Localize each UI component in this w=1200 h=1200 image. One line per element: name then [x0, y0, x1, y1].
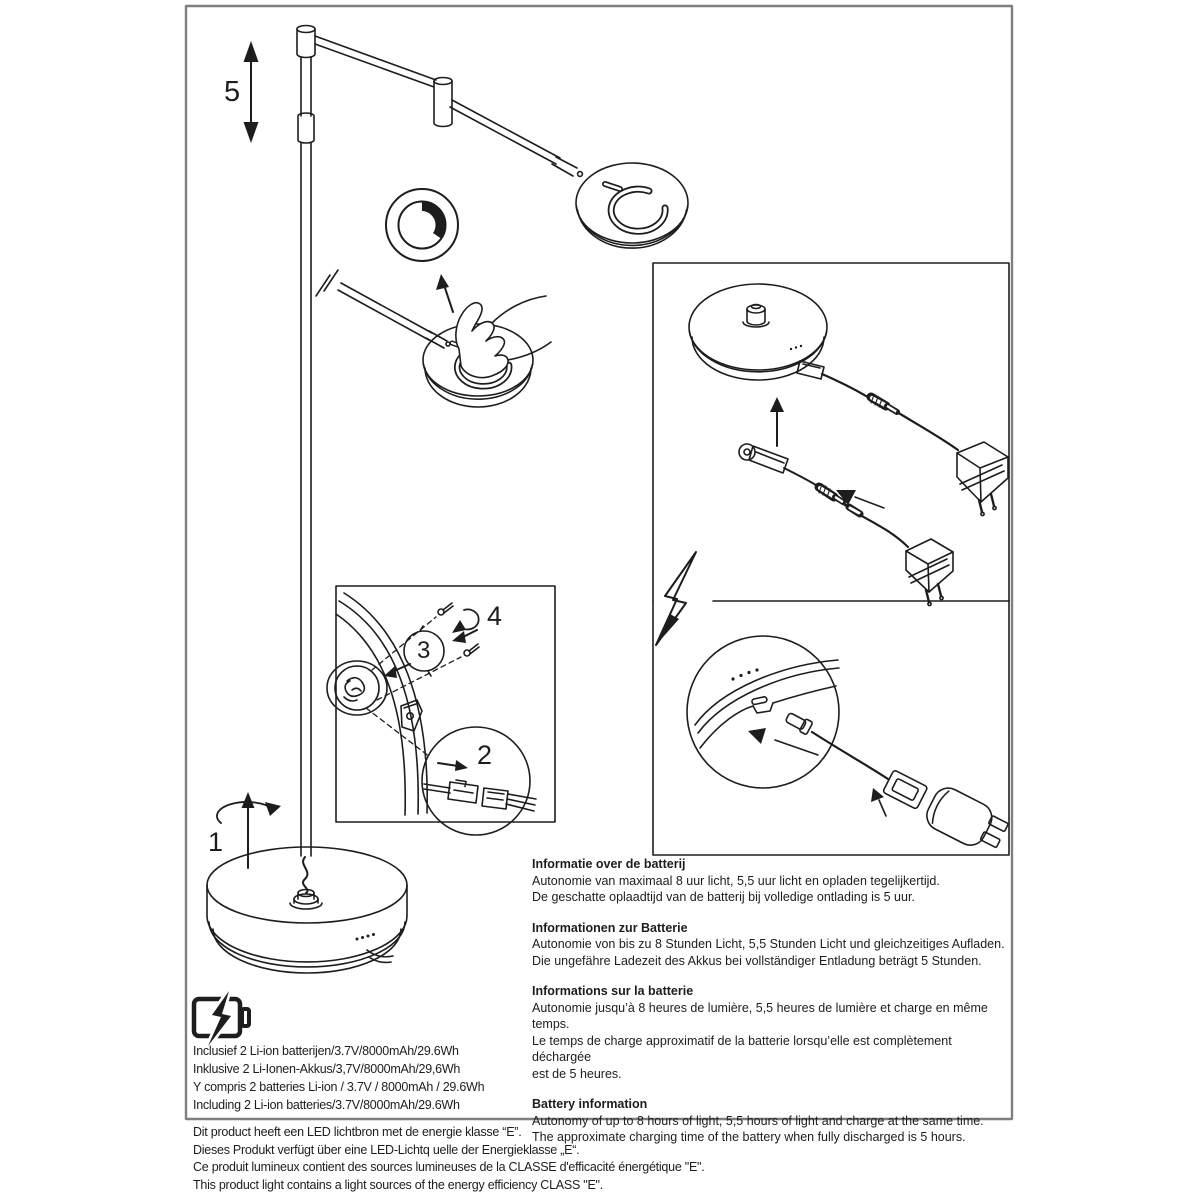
callout-rotate-base: 1	[208, 827, 224, 857]
charging-cable	[822, 374, 958, 450]
section-line: De geschatte oplaadtijd van de batterij bij volledige ontlading is 5 uur.	[532, 890, 915, 904]
usb-port-magnifier	[687, 636, 839, 788]
floor-lamp-illustration	[207, 26, 688, 974]
battery-compartment-box	[327, 586, 555, 835]
rotate-base-arrow	[217, 792, 281, 868]
battery-spec-line: Inclusief 2 Li-ion batterijen/3.7V/8000mAh/29.6Wh	[193, 1044, 459, 1058]
section-line: est de 5 heures.	[532, 1066, 622, 1081]
base-led-dots	[356, 933, 376, 941]
section-line: Autonomie von bis zu 8 Stunden Licht, 5,5 Stunden Licht und gleichzeitiges Aufladen.	[532, 937, 1005, 951]
lamp-base	[207, 847, 407, 973]
callout-height-adjust: 5	[224, 76, 241, 108]
energy-note-line: This product light contains a light sources of the energy efficiency CLASS "E".	[193, 1177, 603, 1192]
section-line: Autonomy of up to 8 hours of light, 5,5 hours of light and charge at the same time.	[532, 1113, 984, 1128]
touch-control-detail	[316, 270, 551, 407]
lamp-head	[576, 163, 688, 248]
unscrew-rotation-icon	[452, 609, 479, 633]
callout-battery-cover: 3	[417, 637, 431, 664]
section-line: Die ungefähre Ladezeit des Akkus bei vollständiger Entladung beträgt 5 Stunden.	[532, 953, 982, 968]
section-line: Autonomie van maximaal 8 uur licht, 5,5 uur licht en opladen tegelijkertijd.	[532, 873, 940, 888]
ring-terminal-cable	[739, 444, 843, 502]
plug-insert-arrow	[836, 490, 884, 508]
energy-note-line: Dieses Produkt verfügt über eine LED-Lichtq uelle der Energieklasse „E“.	[193, 1142, 580, 1157]
usb-charging-box	[653, 601, 1011, 858]
usb-wall-adapter	[922, 783, 1011, 858]
battery-info-block	[532, 856, 1012, 1160]
battery-info-section-fr	[532, 983, 1012, 1082]
charge-led-dots	[731, 668, 758, 680]
energy-note-line: Dit product heeft een LED lichtbron met de energie klasse “E”.	[193, 1125, 522, 1139]
battery-info-section-nl	[532, 856, 1012, 906]
charging-base	[689, 284, 827, 380]
power-adapter-top	[957, 442, 1008, 516]
touch-arrow	[436, 274, 453, 312]
lightning-bolt-icon	[656, 552, 696, 645]
height-adjust-arrow	[244, 41, 259, 143]
charging-box	[653, 263, 1009, 645]
energy-note-line: Ce produit lumineux contient des sources lumineuses de la CLASSE d'efficacité énergétique "E".	[193, 1160, 705, 1174]
callout-wire-connector: 2	[477, 740, 493, 770]
section-title: Informationen zur Batterie	[532, 920, 688, 935]
usb-c-port	[752, 696, 768, 704]
section-title: Informatie over de batterij	[532, 857, 686, 871]
battery-spec-line: Inklusive 2 Li-Ionen-Akkus/3,7V/8000mAh/29,6Wh	[193, 1062, 461, 1076]
power-adapter-bottom	[906, 539, 953, 606]
usb-c-cable	[784, 711, 928, 810]
pointing-hand	[456, 296, 551, 378]
section-line: Autonomie jusqu’à 8 heures de lumière, 5,5 heures de lumière et charge en même temps.	[532, 1000, 988, 1031]
section-title: Informations sur la batterie	[532, 984, 694, 998]
dimmer-icon	[386, 189, 458, 261]
section-line: Le temps de charge approximatif de la batterie lorsqu’elle est complètement déchargée	[532, 1033, 952, 1064]
energy-class-notes	[193, 1124, 704, 1194]
dc-plug	[844, 504, 908, 547]
battery-specs-block	[193, 1042, 484, 1114]
lamp-pole	[297, 26, 315, 857]
battery-charging-icon	[194, 991, 249, 1046]
lamp-arm	[315, 36, 582, 176]
lift-base-arrow	[770, 397, 784, 446]
battery-spec-line: Y compris 2 batteries Li-ion / 3.7V / 8000mAh / 29.6Wh	[193, 1080, 485, 1094]
battery-spec-line: Including 2 Li-ion batteries/3.7V/8000mAh/29.6Wh	[193, 1098, 460, 1112]
section-title: Battery information	[532, 1097, 648, 1111]
battery-info-section-de	[532, 920, 1012, 970]
callout-unscrew-cover: 4	[487, 601, 503, 631]
section-line: The approximate charging time of the battery when fully discharged is 5 hours.	[532, 1130, 966, 1144]
